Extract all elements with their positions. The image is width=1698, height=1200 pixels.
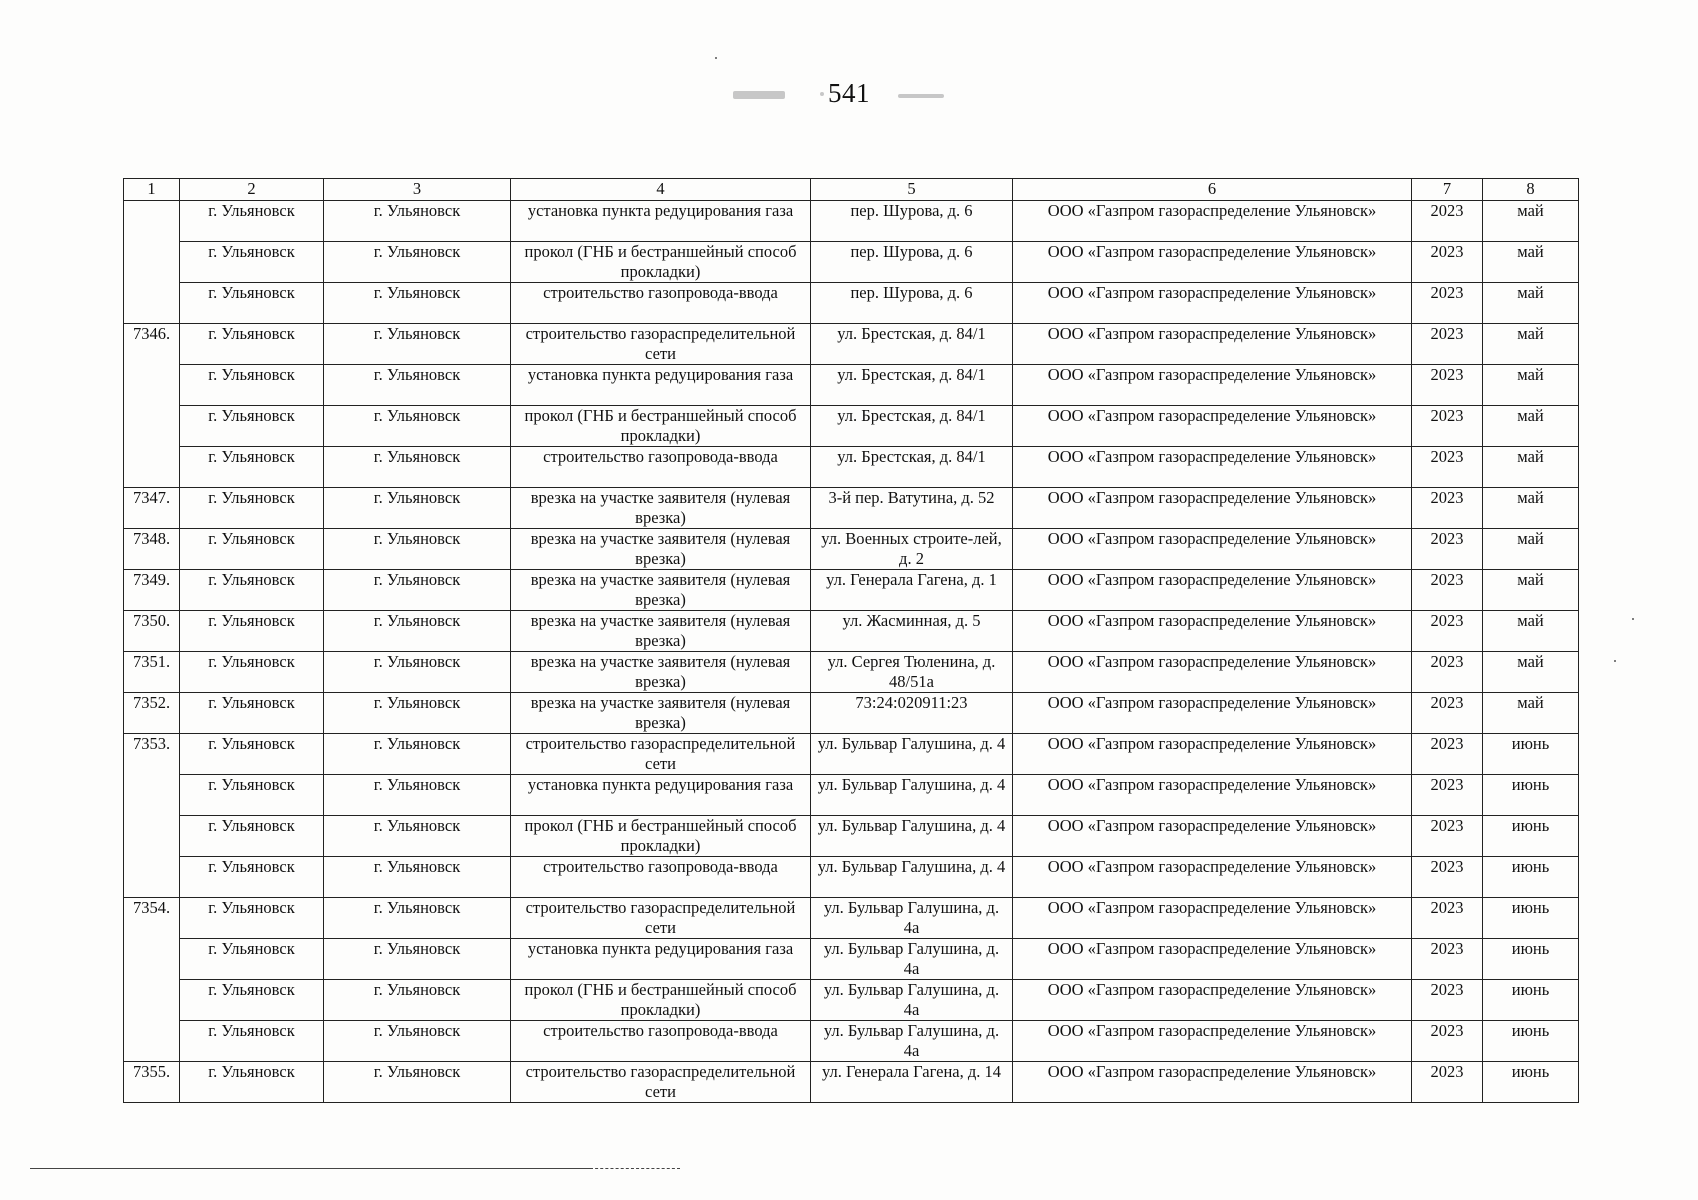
cell-locality: г. Ульяновск (324, 611, 511, 652)
cell-month: июнь (1483, 939, 1579, 980)
cell-address: пер. Шурова, д. 6 (811, 283, 1013, 324)
cell-locality: г. Ульяновск (324, 816, 511, 857)
table-row (124, 611, 1579, 652)
cell-number: 7349. (124, 570, 180, 611)
cell-number: 7355. (124, 1062, 180, 1103)
cell-locality: г. Ульяновск (324, 201, 511, 242)
cell-locality: г. Ульяновск (324, 734, 511, 775)
cell-locality: г. Ульяновск (324, 570, 511, 611)
cell-year: 2023 (1412, 693, 1483, 734)
cell-organization: ООО «Газпром газораспределение Ульяновск» (1013, 939, 1412, 980)
table-row (124, 283, 1579, 324)
cell-address: ул. Бульвар Галушина, д. 4а (811, 898, 1013, 939)
cell-organization: ООО «Газпром газораспределение Ульяновск» (1013, 898, 1412, 939)
cell-number: 7350. (124, 611, 180, 652)
cell-address: ул. Военных строите-лей, д. 2 (811, 529, 1013, 570)
column-header-7: 7 (1412, 179, 1483, 201)
table-row (124, 447, 1579, 488)
cell-work-type: прокол (ГНБ и бестраншейный способ прокладки) (511, 406, 811, 447)
cell-settlement: г. Ульяновск (180, 406, 324, 447)
footer-rule (30, 1168, 590, 1169)
cell-locality: г. Ульяновск (324, 775, 511, 816)
cell-month: май (1483, 652, 1579, 693)
cell-address: ул. Брестская, д. 84/1 (811, 406, 1013, 447)
table-body (124, 201, 1579, 1103)
cell-address: 3-й пер. Ватутина, д. 52 (811, 488, 1013, 529)
cell-month: май (1483, 324, 1579, 365)
cell-address: ул. Бульвар Галушина, д. 4 (811, 775, 1013, 816)
cell-organization: ООО «Газпром газораспределение Ульяновск» (1013, 1062, 1412, 1103)
footer-rule-dashed (590, 1168, 680, 1169)
cell-year: 2023 (1412, 406, 1483, 447)
cell-organization: ООО «Газпром газораспределение Ульяновск» (1013, 488, 1412, 529)
cell-address: ул. Бульвар Галушина, д. 4а (811, 939, 1013, 980)
table-row (124, 1021, 1579, 1062)
cell-organization: ООО «Газпром газораспределение Ульяновск» (1013, 406, 1412, 447)
cell-month: июнь (1483, 1021, 1579, 1062)
cell-work-type: установка пункта редуцирования газа (511, 365, 811, 406)
cell-settlement: г. Ульяновск (180, 1021, 324, 1062)
table-header (124, 179, 1579, 201)
table-row (124, 857, 1579, 898)
table-row (124, 980, 1579, 1021)
cell-address: 73:24:020911:23 (811, 693, 1013, 734)
table-row (124, 939, 1579, 980)
cell-locality: г. Ульяновск (324, 1021, 511, 1062)
cell-settlement: г. Ульяновск (180, 734, 324, 775)
cell-settlement: г. Ульяновск (180, 775, 324, 816)
cell-work-type: прокол (ГНБ и бестраншейный способ прокладки) (511, 242, 811, 283)
cell-number: 7354. (124, 898, 180, 1062)
cell-settlement: г. Ульяновск (180, 816, 324, 857)
cell-month: июнь (1483, 857, 1579, 898)
cell-month: июнь (1483, 898, 1579, 939)
cell-month: июнь (1483, 1062, 1579, 1103)
cell-year: 2023 (1412, 488, 1483, 529)
cell-address: ул. Бульвар Галушина, д. 4 (811, 857, 1013, 898)
cell-month: май (1483, 529, 1579, 570)
cell-year: 2023 (1412, 201, 1483, 242)
cell-locality: г. Ульяновск (324, 365, 511, 406)
cell-year: 2023 (1412, 1021, 1483, 1062)
table-row (124, 693, 1579, 734)
scan-speck (715, 57, 717, 59)
table-row (124, 775, 1579, 816)
table-row (124, 324, 1579, 365)
cell-year: 2023 (1412, 857, 1483, 898)
cell-address: пер. Шурова, д. 6 (811, 201, 1013, 242)
cell-month: май (1483, 488, 1579, 529)
cell-work-type: строительство газораспределительной сети (511, 734, 811, 775)
cell-locality: г. Ульяновск (324, 529, 511, 570)
cell-year: 2023 (1412, 652, 1483, 693)
cell-address: ул. Брестская, д. 84/1 (811, 365, 1013, 406)
cell-year: 2023 (1412, 570, 1483, 611)
cell-locality: г. Ульяновск (324, 857, 511, 898)
header-smudge-right (898, 94, 944, 98)
cell-work-type: врезка на участке заявителя (нулевая врезка) (511, 529, 811, 570)
cell-settlement: г. Ульяновск (180, 1062, 324, 1103)
cell-year: 2023 (1412, 324, 1483, 365)
cell-settlement: г. Ульяновск (180, 652, 324, 693)
cell-locality: г. Ульяновск (324, 898, 511, 939)
cell-year: 2023 (1412, 447, 1483, 488)
cell-number: 7347. (124, 488, 180, 529)
cell-year: 2023 (1412, 365, 1483, 406)
cell-work-type: строительство газораспределительной сети (511, 1062, 811, 1103)
cell-number (124, 201, 180, 324)
scan-speck (1632, 618, 1634, 620)
cell-organization: ООО «Газпром газораспределение Ульяновск» (1013, 1021, 1412, 1062)
cell-locality: г. Ульяновск (324, 406, 511, 447)
cell-locality: г. Ульяновск (324, 1062, 511, 1103)
cell-year: 2023 (1412, 939, 1483, 980)
cell-settlement: г. Ульяновск (180, 857, 324, 898)
cell-locality: г. Ульяновск (324, 939, 511, 980)
column-header-5: 5 (811, 179, 1013, 201)
cell-work-type: установка пункта редуцирования газа (511, 775, 811, 816)
cell-number: 7346. (124, 324, 180, 488)
table-row (124, 365, 1579, 406)
table-row (124, 734, 1579, 775)
cell-organization: ООО «Газпром газораспределение Ульяновск» (1013, 693, 1412, 734)
cell-address: ул. Бульвар Галушина, д. 4а (811, 980, 1013, 1021)
cell-month: май (1483, 406, 1579, 447)
cell-year: 2023 (1412, 898, 1483, 939)
table-row (124, 242, 1579, 283)
cell-address: ул. Сергея Тюленина, д. 48/51а (811, 652, 1013, 693)
cell-organization: ООО «Газпром газораспределение Ульяновск» (1013, 570, 1412, 611)
cell-organization: ООО «Газпром газораспределение Ульяновск» (1013, 447, 1412, 488)
cell-organization: ООО «Газпром газораспределение Ульяновск» (1013, 201, 1412, 242)
cell-work-type: прокол (ГНБ и бестраншейный способ прокладки) (511, 980, 811, 1021)
cell-number: 7351. (124, 652, 180, 693)
cell-work-type: врезка на участке заявителя (нулевая врезка) (511, 652, 811, 693)
cell-locality: г. Ульяновск (324, 242, 511, 283)
cell-address: пер. Шурова, д. 6 (811, 242, 1013, 283)
cell-locality: г. Ульяновск (324, 447, 511, 488)
cell-settlement: г. Ульяновск (180, 939, 324, 980)
table-row (124, 529, 1579, 570)
cell-settlement: г. Ульяновск (180, 570, 324, 611)
cell-month: май (1483, 283, 1579, 324)
cell-address: ул. Бульвар Галушина, д. 4 (811, 816, 1013, 857)
cell-organization: ООО «Газпром газораспределение Ульяновск» (1013, 857, 1412, 898)
cell-month: май (1483, 242, 1579, 283)
cell-locality: г. Ульяновск (324, 488, 511, 529)
cell-settlement: г. Ульяновск (180, 693, 324, 734)
column-header-2: 2 (180, 179, 324, 201)
column-header-1: 1 (124, 179, 180, 201)
cell-settlement: г. Ульяновск (180, 324, 324, 365)
cell-settlement: г. Ульяновск (180, 242, 324, 283)
cell-organization: ООО «Газпром газораспределение Ульяновск» (1013, 529, 1412, 570)
cell-year: 2023 (1412, 1062, 1483, 1103)
cell-work-type: строительство газораспределительной сети (511, 324, 811, 365)
cell-year: 2023 (1412, 775, 1483, 816)
cell-work-type: строительство газораспределительной сети (511, 898, 811, 939)
cell-organization: ООО «Газпром газораспределение Ульяновск» (1013, 816, 1412, 857)
cell-work-type: строительство газопровода-ввода (511, 1021, 811, 1062)
cell-organization: ООО «Газпром газораспределение Ульяновск» (1013, 242, 1412, 283)
register-table (123, 178, 1579, 1103)
cell-locality: г. Ульяновск (324, 693, 511, 734)
cell-settlement: г. Ульяновск (180, 529, 324, 570)
cell-settlement: г. Ульяновск (180, 201, 324, 242)
cell-address: ул. Бульвар Галушина, д. 4 (811, 734, 1013, 775)
table-row (124, 652, 1579, 693)
table-row (124, 406, 1579, 447)
cell-address: ул. Брестская, д. 84/1 (811, 447, 1013, 488)
cell-organization: ООО «Газпром газораспределение Ульяновск» (1013, 283, 1412, 324)
cell-settlement: г. Ульяновск (180, 980, 324, 1021)
cell-address: ул. Жасминная, д. 5 (811, 611, 1013, 652)
cell-number: 7348. (124, 529, 180, 570)
cell-organization: ООО «Газпром газораспределение Ульяновск» (1013, 980, 1412, 1021)
cell-locality: г. Ульяновск (324, 652, 511, 693)
cell-year: 2023 (1412, 980, 1483, 1021)
table-row (124, 570, 1579, 611)
cell-year: 2023 (1412, 734, 1483, 775)
cell-number: 7353. (124, 734, 180, 898)
cell-work-type: врезка на участке заявителя (нулевая врезка) (511, 488, 811, 529)
table-row (124, 816, 1579, 857)
cell-locality: г. Ульяновск (324, 324, 511, 365)
column-header-3: 3 (324, 179, 511, 201)
cell-work-type: строительство газопровода-ввода (511, 857, 811, 898)
cell-month: июнь (1483, 816, 1579, 857)
cell-year: 2023 (1412, 611, 1483, 652)
table-row (124, 488, 1579, 529)
column-header-8: 8 (1483, 179, 1579, 201)
column-header-4: 4 (511, 179, 811, 201)
cell-settlement: г. Ульяновск (180, 488, 324, 529)
cell-settlement: г. Ульяновск (180, 611, 324, 652)
cell-work-type: установка пункта редуцирования газа (511, 939, 811, 980)
cell-year: 2023 (1412, 529, 1483, 570)
cell-year: 2023 (1412, 242, 1483, 283)
cell-settlement: г. Ульяновск (180, 447, 324, 488)
scan-speck (1614, 660, 1616, 662)
cell-organization: ООО «Газпром газораспределение Ульяновск» (1013, 611, 1412, 652)
cell-year: 2023 (1412, 283, 1483, 324)
cell-organization: ООО «Газпром газораспределение Ульяновск» (1013, 365, 1412, 406)
cell-month: май (1483, 201, 1579, 242)
cell-month: май (1483, 447, 1579, 488)
cell-settlement: г. Ульяновск (180, 283, 324, 324)
table-row (124, 898, 1579, 939)
cell-address: ул. Генерала Гагена, д. 1 (811, 570, 1013, 611)
cell-locality: г. Ульяновск (324, 980, 511, 1021)
cell-work-type: врезка на участке заявителя (нулевая врезка) (511, 693, 811, 734)
column-header-6: 6 (1013, 179, 1412, 201)
cell-work-type: прокол (ГНБ и бестраншейный способ прокладки) (511, 816, 811, 857)
cell-organization: ООО «Газпром газораспределение Ульяновск» (1013, 324, 1412, 365)
cell-month: май (1483, 611, 1579, 652)
table-row (124, 201, 1579, 242)
cell-organization: ООО «Газпром газораспределение Ульяновск» (1013, 652, 1412, 693)
cell-month: май (1483, 570, 1579, 611)
cell-month: июнь (1483, 734, 1579, 775)
cell-settlement: г. Ульяновск (180, 365, 324, 406)
cell-month: июнь (1483, 775, 1579, 816)
cell-work-type: установка пункта редуцирования газа (511, 201, 811, 242)
cell-month: май (1483, 693, 1579, 734)
cell-work-type: врезка на участке заявителя (нулевая врезка) (511, 570, 811, 611)
cell-organization: ООО «Газпром газораспределение Ульяновск» (1013, 775, 1412, 816)
cell-work-type: строительство газопровода-ввода (511, 447, 811, 488)
cell-work-type: врезка на участке заявителя (нулевая врезка) (511, 611, 811, 652)
cell-month: июнь (1483, 980, 1579, 1021)
cell-work-type: строительство газопровода-ввода (511, 283, 811, 324)
table-row (124, 1062, 1579, 1103)
page-number: 541 (828, 78, 870, 108)
cell-settlement: г. Ульяновск (180, 898, 324, 939)
header-row (124, 179, 1579, 201)
cell-locality: г. Ульяновск (324, 283, 511, 324)
cell-organization: ООО «Газпром газораспределение Ульяновск» (1013, 734, 1412, 775)
cell-month: май (1483, 365, 1579, 406)
cell-address: ул. Генерала Гагена, д. 14 (811, 1062, 1013, 1103)
cell-address: ул. Бульвар Галушина, д. 4а (811, 1021, 1013, 1062)
cell-address: ул. Брестская, д. 84/1 (811, 324, 1013, 365)
cell-number: 7352. (124, 693, 180, 734)
cell-year: 2023 (1412, 816, 1483, 857)
